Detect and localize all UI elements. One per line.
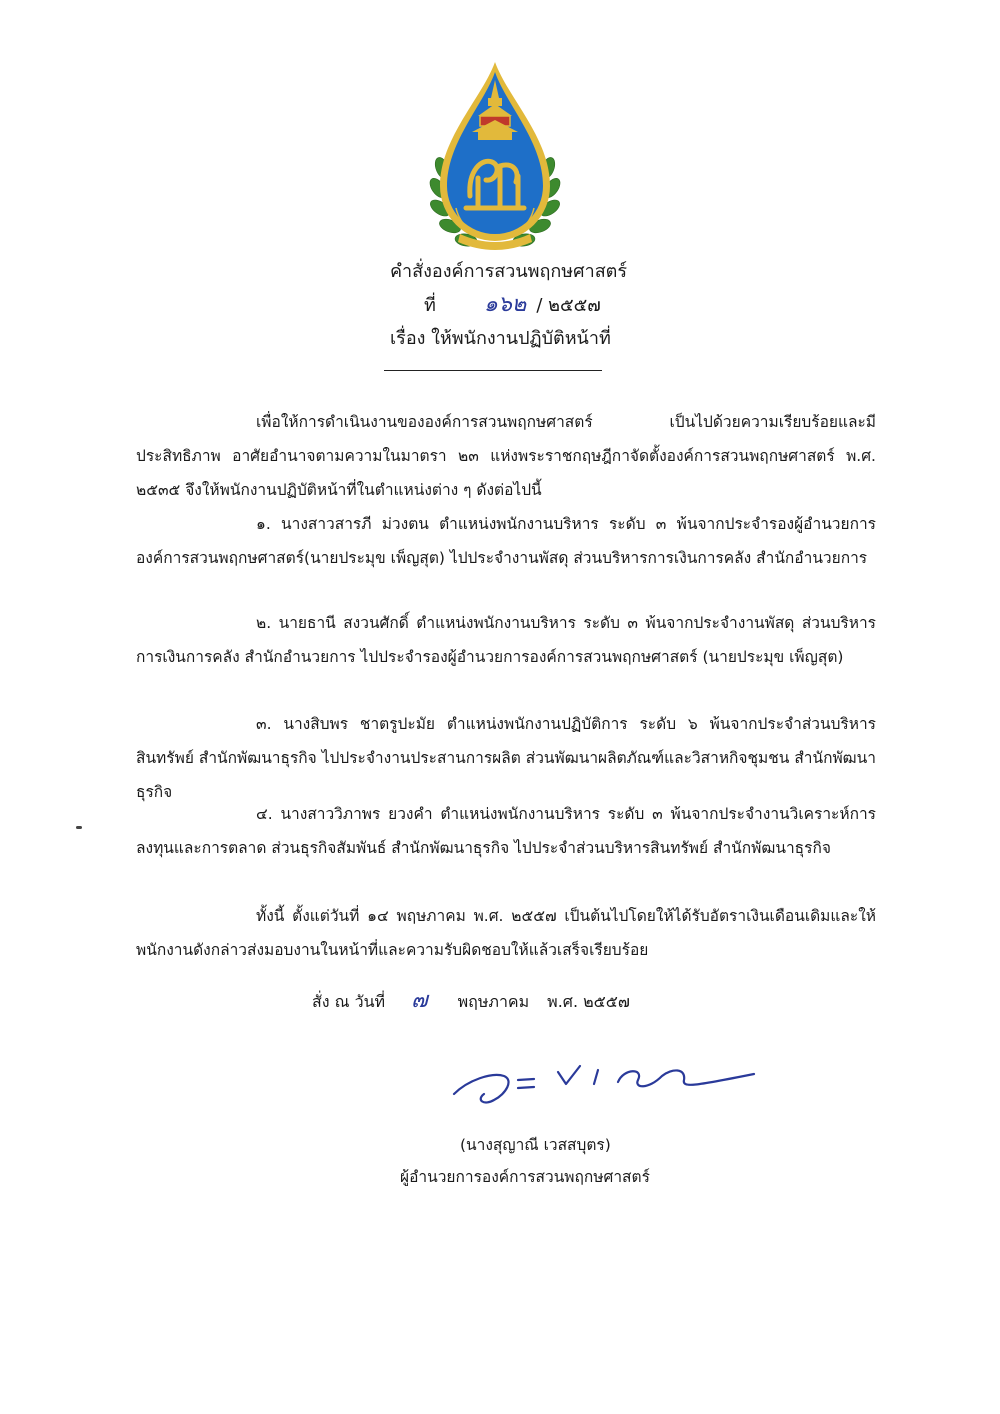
intro-paragraph: เพื่อให้การดำเนินงานขององค์การสวนพฤกษศาสตร์ เป็นไปด้วยความเรียบร้อยและมีประสิทธิภาพ อาศัยอำนาจตามความในมาตรา ๒๓ แห่งพระราชกฤษฎีกาจัดตั้งองค์การสวนพฤกษศาสตร์ พ.ศ. ๒๕๓๕ จึงให้พนักงานปฏิบัติหน้าที่ในตำแหน่งต่าง ๆ ดังต่อไปนี้ xyxy=(136,413,876,499)
order-title: คำสั่งองค์การสวนพฤกษศาสตร์ xyxy=(390,261,628,282)
order-number-line xyxy=(424,293,601,318)
order-date xyxy=(312,982,630,1017)
list-item: ๓. นางสิบพร ชาตรูปะมัย ตำแหน่งพนักงานปฏิบัติการ ระดับ ๖ พ้นจากประจำส่วนบริหารสินทรัพย์ สำนักพัฒนาธุรกิจ ไปประจำงานประสานการผลิต ส่วนพัฒนาผลิตภัณฑ์และวิสาหกิจชุมชน สำนักพัฒนาธุรกิจ xyxy=(136,715,876,801)
effective-date-paragraph: ทั้งนี้ ตั้งแต่วันที่ ๑๔ พฤษภาคม พ.ศ. ๒๕๕๗ เป็นต้นไปโดยให้ได้รับอัตราเงินเดือนเดิมและให้พนักงานดังกล่าวส่งมอบงานในหน้าที่และความรับผิดชอบให้แล้วเสร็จเรียบร้อย xyxy=(136,907,876,959)
stray-ink-mark xyxy=(76,826,82,829)
list-item: ๔. นางสาววิภาพร ยวงคำ ตำแหน่งพนักงานบริหาร ระดับ ๓ พ้นจากประจำงานวิเคราะห์การลงทุนและการตลาด ส่วนธุรกิจสัมพันธ์ สำนักพัฒนาธุรกิจ ไปประจำส่วนบริหารสินทรัพย์ สำนักพัฒนาธุรกิจ xyxy=(136,805,876,857)
order-date-day-handwritten: ๗ xyxy=(411,988,428,1013)
list-item: ๑. นางสาวสารภี ม่วงตน ตำแหน่งพนักงานบริหาร ระดับ ๓ พ้นจากประจำรองผู้อำนวยการองค์การสวนพฤกษศาสตร์(นายประมุข เพ็ญสุต) ไปประจำงานพัสดุ ส่วนบริหารการเงินการคลัง สำนักอำนวยการ xyxy=(136,515,876,567)
signature-icon xyxy=(448,1050,758,1110)
order-date-year: พ.ศ. ๒๕๕๗ xyxy=(547,992,630,1011)
signatory-title: ผู้อำนวยการองค์การสวนพฤกษศาสตร์ xyxy=(400,1168,650,1186)
order-number-handwritten: ๑๖๒ xyxy=(483,292,527,317)
order-date-prefix: สั่ง ณ วันที่ xyxy=(312,992,386,1011)
header-divider xyxy=(384,370,602,371)
order-number-prefix: ที่ xyxy=(424,295,436,316)
order-number-year: / ๒๕๕๗ xyxy=(536,295,601,316)
order-date-month: พฤษภาคม xyxy=(457,992,530,1011)
organization-emblem-icon xyxy=(420,58,570,258)
signatory-name: (นางสุญาณี เวสสบุตร) xyxy=(460,1136,611,1154)
list-item: ๒. นายธานี สงวนศักดิ์ ตำแหน่งพนักงานบริหาร ระดับ ๓ พ้นจากประจำงานพัสดุ ส่วนบริหารการเงินการคลัง สำนักอำนวยการ ไปประจำรองผู้อำนวยการองค์การสวนพฤกษศาสตร์ (นายประมุข เพ็ญสุต) xyxy=(136,614,876,666)
order-subject: เรื่อง ให้พนักงานปฏิบัติหน้าที่ xyxy=(390,328,611,349)
